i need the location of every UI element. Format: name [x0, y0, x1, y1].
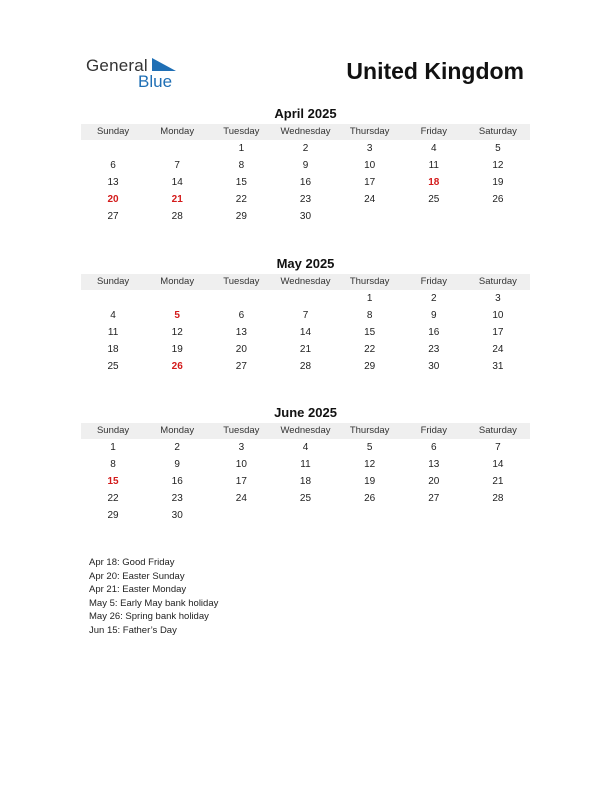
day-cell: 4 — [110, 310, 116, 321]
day-cell — [273, 290, 337, 307]
week-row — [81, 174, 530, 191]
day-cell: 16 — [299, 177, 312, 188]
weekday-label: Sunday — [96, 126, 130, 137]
holiday-entry: Apr 20: Easter Sunday — [89, 570, 185, 582]
day-cell: 3 — [366, 143, 373, 154]
day-cell: 18 — [107, 344, 119, 355]
day-cell: 28 — [492, 493, 504, 504]
day-cell — [338, 507, 402, 524]
day-cell: 8 — [366, 310, 373, 321]
logo-general-text: General — [86, 56, 148, 75]
day-cell: 18 — [299, 476, 312, 487]
week-row — [81, 191, 530, 208]
day-cell: 14 — [299, 327, 312, 338]
weekday-label: Saturday — [478, 126, 517, 137]
day-cell: 30 — [428, 361, 440, 372]
day-cell: 10 — [235, 459, 247, 470]
day-cell: 24 — [364, 194, 376, 205]
day-cell: 16 — [171, 476, 183, 487]
day-cell — [338, 208, 402, 225]
logo-blue-text: Blue — [138, 72, 173, 91]
day-cell: 2 — [430, 293, 437, 304]
holiday-day-cell: 26 — [171, 361, 183, 372]
day-cell: 20 — [235, 344, 247, 355]
day-cell: 19 — [171, 344, 183, 355]
day-cell: 22 — [235, 194, 247, 205]
day-cell: 15 — [235, 177, 247, 188]
day-cell: 27 — [235, 361, 247, 372]
day-cell: 10 — [364, 160, 376, 171]
day-cell: 27 — [107, 211, 119, 222]
day-cell: 23 — [428, 344, 440, 355]
day-cell: 31 — [492, 361, 504, 372]
week-row — [81, 157, 530, 174]
logo-triangle-icon — [152, 58, 176, 71]
month-title: April 2025 — [274, 106, 337, 121]
weekday-label: Monday — [160, 425, 195, 436]
day-cell: 5 — [366, 442, 373, 453]
week-row — [81, 358, 530, 375]
day-cell — [145, 140, 209, 157]
week-row — [81, 473, 530, 490]
day-cell: 9 — [302, 160, 309, 171]
day-cell: 7 — [174, 160, 180, 171]
day-cell: 21 — [299, 344, 312, 355]
day-cell: 19 — [364, 476, 376, 487]
day-cell: 10 — [492, 310, 504, 321]
day-cell: 28 — [171, 211, 183, 222]
day-cell: 8 — [238, 160, 245, 171]
week-row — [81, 307, 530, 324]
weekday-header-row — [81, 274, 530, 290]
day-cell: 30 — [171, 510, 183, 521]
week-row — [81, 208, 530, 225]
day-cell: 29 — [107, 510, 119, 521]
day-cell — [466, 507, 530, 524]
day-cell: 9 — [430, 310, 437, 321]
month-calendar — [81, 256, 530, 375]
day-cell: 25 — [299, 493, 312, 504]
month-title: June 2025 — [274, 405, 337, 420]
day-cell: 7 — [495, 442, 501, 453]
day-cell — [466, 208, 530, 225]
day-cell: 4 — [302, 442, 309, 453]
weekday-label: Wednesday — [280, 276, 331, 287]
holiday-entry: Apr 21: Easter Monday — [89, 584, 187, 596]
day-cell: 11 — [107, 327, 119, 338]
day-cell: 1 — [110, 442, 116, 453]
day-cell: 26 — [492, 194, 504, 205]
holiday-day-cell: 20 — [107, 194, 119, 205]
holiday-entry: Jun 15: Father’s Day — [89, 624, 177, 636]
day-cell — [209, 290, 273, 307]
day-cell: 22 — [364, 344, 376, 355]
weekday-label: Friday — [420, 126, 447, 137]
week-row — [81, 324, 530, 341]
country-title: United Kingdom — [346, 58, 524, 84]
weekday-label: Tuesday — [223, 276, 260, 287]
day-cell: 14 — [492, 459, 504, 470]
week-row — [81, 439, 530, 456]
day-cell: 23 — [299, 194, 312, 205]
weekday-label: Wednesday — [280, 126, 331, 137]
weekday-header-row — [81, 423, 530, 439]
weekday-label: Monday — [160, 276, 195, 287]
day-cell: 17 — [235, 476, 247, 487]
weekday-label: Thursday — [349, 126, 390, 137]
day-cell: 12 — [364, 459, 376, 470]
month-title: May 2025 — [276, 256, 335, 271]
holiday-day-cell: 21 — [171, 194, 183, 205]
weekday-label: Thursday — [349, 276, 390, 287]
weekday-label: Saturday — [478, 276, 517, 287]
day-cell: 2 — [174, 442, 180, 453]
weekday-label: Tuesday — [223, 126, 260, 137]
day-cell: 3 — [495, 293, 501, 304]
weekday-label: Friday — [420, 276, 447, 287]
day-cell: 13 — [107, 177, 119, 188]
day-cell: 9 — [174, 459, 180, 470]
weekday-label: Wednesday — [280, 425, 331, 436]
holiday-entry: Apr 18: Good Friday — [89, 557, 175, 568]
day-cell: 6 — [110, 160, 116, 171]
day-cell: 4 — [430, 143, 437, 154]
weekday-label: Sunday — [96, 276, 130, 287]
day-cell: 29 — [235, 211, 247, 222]
holiday-entry: May 5: Early May bank holiday — [89, 597, 219, 609]
weekday-label: Sunday — [96, 425, 130, 436]
day-cell: 17 — [492, 327, 504, 338]
day-cell: 2 — [302, 143, 309, 154]
holiday-day-cell: 15 — [107, 476, 119, 487]
day-cell: 11 — [300, 459, 311, 470]
day-cell — [402, 507, 466, 524]
day-cell — [145, 290, 209, 307]
day-cell: 13 — [428, 459, 440, 470]
week-row — [81, 456, 530, 473]
holiday-day-cell: 18 — [428, 177, 440, 188]
day-cell: 28 — [299, 361, 312, 372]
day-cell: 6 — [238, 310, 245, 321]
day-cell — [402, 208, 466, 225]
day-cell: 14 — [171, 177, 183, 188]
holiday-list — [89, 556, 218, 638]
day-cell: 6 — [430, 442, 437, 453]
day-cell: 24 — [492, 344, 504, 355]
day-cell: 3 — [238, 442, 245, 453]
week-row — [81, 290, 530, 307]
day-cell: 12 — [171, 327, 183, 338]
day-cell: 29 — [364, 361, 376, 372]
day-cell: 21 — [492, 476, 504, 487]
weekday-label: Monday — [160, 126, 195, 137]
day-cell: 11 — [428, 160, 439, 171]
day-cell: 23 — [171, 493, 183, 504]
day-cell: 24 — [235, 493, 247, 504]
day-cell: 20 — [428, 476, 440, 487]
day-cell: 5 — [495, 143, 501, 154]
day-cell: 27 — [428, 493, 440, 504]
day-cell: 1 — [366, 293, 373, 304]
day-cell: 26 — [364, 493, 376, 504]
day-cell: 25 — [107, 361, 119, 372]
day-cell — [209, 507, 273, 524]
day-cell: 30 — [299, 211, 312, 222]
weekday-label: Thursday — [349, 425, 390, 436]
week-row — [81, 341, 530, 358]
weekday-header-row — [81, 124, 530, 140]
week-row — [81, 490, 530, 507]
week-row — [81, 507, 530, 524]
day-cell: 22 — [107, 493, 119, 504]
day-cell: 13 — [235, 327, 247, 338]
day-cell: 16 — [428, 327, 440, 338]
day-cell: 12 — [492, 160, 504, 171]
month-calendar — [81, 106, 530, 225]
day-cell: 25 — [428, 194, 440, 205]
weekday-label: Saturday — [478, 425, 517, 436]
weekday-label: Friday — [420, 425, 447, 436]
day-cell: 15 — [364, 327, 376, 338]
day-cell: 7 — [302, 310, 309, 321]
day-cell: 8 — [110, 459, 116, 470]
day-cell: 1 — [238, 143, 245, 154]
generalblue-logo — [86, 56, 186, 92]
month-calendar — [81, 405, 530, 524]
day-cell: 17 — [364, 177, 376, 188]
day-cell — [273, 507, 337, 524]
holiday-day-cell: 5 — [174, 310, 180, 321]
day-cell — [81, 140, 145, 157]
weekday-label: Tuesday — [223, 425, 260, 436]
day-cell: 19 — [492, 177, 504, 188]
day-cell — [81, 290, 145, 307]
holiday-entry: May 26: Spring bank holiday — [89, 611, 209, 623]
week-row — [81, 140, 530, 157]
